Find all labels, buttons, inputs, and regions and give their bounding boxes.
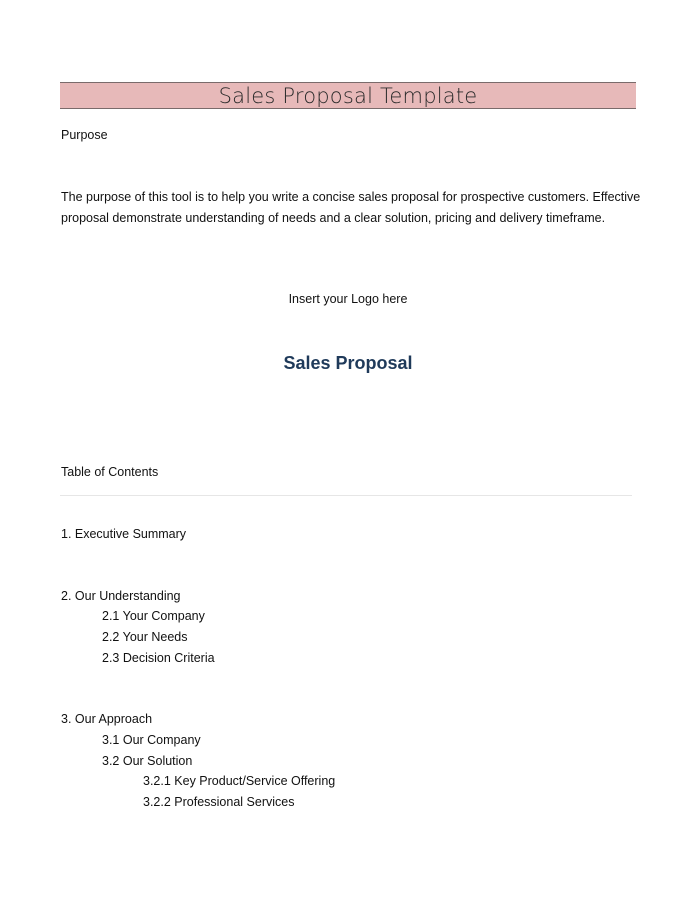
logo-placeholder: Insert your Logo here xyxy=(288,292,408,306)
toc-heading: Table of Contents xyxy=(61,465,159,479)
toc-item-decision-criteria: 2.3 Decision Criteria xyxy=(102,651,215,665)
toc-item-professional-services: 3.2.2 Professional Services xyxy=(143,795,295,809)
purpose-line: proposal demonstrate understanding of needs and a clear solution, pricing and delivery timeframe. xyxy=(61,210,606,225)
toc-item-your-company: 2.1 Your Company xyxy=(102,609,205,623)
template-title: Sales Proposal Template xyxy=(60,82,636,109)
toc-item-executive-summary: 1. Executive Summary xyxy=(61,527,187,541)
toc-item-key-product-service-offering: 3.2.1 Key Product/Service Offering xyxy=(143,774,336,788)
purpose-paragraph xyxy=(61,187,641,228)
toc-item-our-company: 3.1 Our Company xyxy=(102,733,201,747)
purpose-line: The purpose of this tool is to help you write a concise sales proposal for prospective customers. Effective xyxy=(61,190,641,204)
document-heading: Sales Proposal xyxy=(283,353,413,373)
toc-item-our-approach: 3. Our Approach xyxy=(61,712,153,726)
toc-divider xyxy=(60,495,632,496)
toc-item-our-solution: 3.2 Our Solution xyxy=(102,754,193,768)
purpose-heading: Purpose xyxy=(61,128,108,142)
toc-item-our-understanding: 2. Our Understanding xyxy=(61,589,181,603)
toc-item-your-needs: 2.2 Your Needs xyxy=(102,630,188,644)
